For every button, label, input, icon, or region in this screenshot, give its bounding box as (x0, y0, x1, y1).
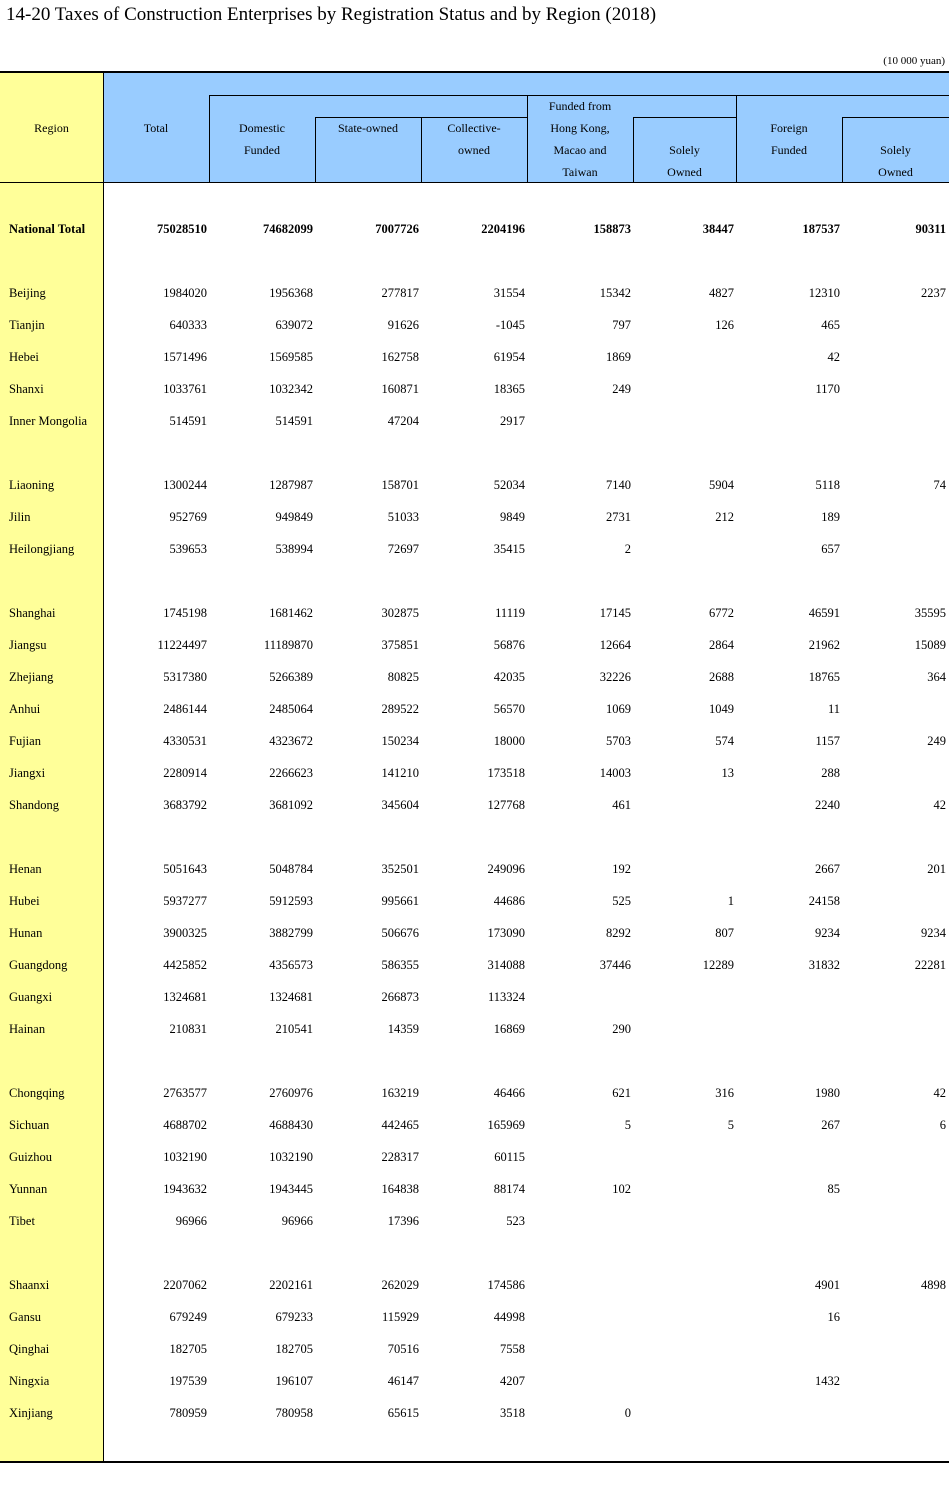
table-cell: 44686 (493, 894, 525, 908)
table-cell: 46147 (387, 1374, 419, 1388)
table-cell: 74682099 (263, 222, 313, 236)
table-cell: 0 (624, 1406, 631, 1420)
header-collective: Collective- owned (447, 121, 501, 157)
table-cell: 65615 (387, 1406, 419, 1420)
table-cell: 780958 (275, 1406, 313, 1420)
region-name: Shaanxi (9, 1278, 50, 1292)
table-cell: 2207062 (163, 1278, 207, 1292)
table-cell: 4898 (921, 1278, 946, 1292)
table-cell: 316 (715, 1086, 734, 1100)
table-cell: 1170 (815, 382, 840, 396)
region-name: Jiangsu (9, 638, 47, 652)
table-cell: 1069 (606, 702, 631, 716)
table-cell: 2864 (709, 638, 734, 652)
table-cell: 364 (927, 670, 946, 684)
header-foreign-solely-owned: Solely Owned (878, 143, 913, 179)
table-cell: 1432 (815, 1374, 840, 1388)
table-cell: 42 (933, 798, 946, 812)
unit-label: (10 000 yuan) (883, 55, 945, 67)
table-cell: 4827 (709, 286, 734, 300)
table-cell: 11 (827, 702, 840, 716)
table-cell: 182705 (275, 1342, 313, 1356)
table-row (0, 286, 949, 306)
table-cell: 141210 (381, 766, 419, 780)
region-name: National Total (9, 222, 86, 236)
table-cell: 5266389 (269, 670, 313, 684)
table-cell: 174586 (487, 1278, 525, 1292)
region-name: Gansu (9, 1310, 41, 1324)
table-cell: 5048784 (269, 862, 313, 876)
table-row (0, 1374, 949, 1394)
table-cell: 4688430 (269, 1118, 313, 1132)
table-cell: 2240 (815, 798, 840, 812)
table-cell: 277817 (381, 286, 419, 300)
region-name: Jilin (9, 510, 31, 524)
table-cell: 289522 (381, 702, 419, 716)
table-cell: 15089 (914, 638, 946, 652)
table-cell: 35415 (493, 542, 525, 556)
table-cell: 5051643 (163, 862, 207, 876)
table-cell: 56570 (493, 702, 525, 716)
table-cell: 2760976 (269, 1086, 313, 1100)
table-cell: 88174 (493, 1182, 525, 1196)
region-name: Chongqing (9, 1086, 65, 1100)
table-cell: 164838 (381, 1182, 419, 1196)
table-cell: 780959 (169, 1406, 207, 1420)
table-row (0, 670, 949, 690)
table-cell: 85 (827, 1182, 840, 1196)
table-cell: 12664 (599, 638, 631, 652)
table-row (0, 382, 949, 402)
header-bottom-rule (0, 182, 949, 183)
table-row (0, 862, 949, 882)
table-cell: 115929 (381, 1310, 419, 1324)
table-cell: 1943632 (163, 1182, 207, 1196)
table-cell: 5 (624, 1118, 631, 1132)
table-row (0, 542, 949, 562)
table-cell: 1943445 (269, 1182, 313, 1196)
table-row (0, 1118, 949, 1138)
table-cell: 514591 (275, 414, 313, 428)
table-cell: 150234 (381, 734, 419, 748)
table-cell: 1569585 (269, 350, 313, 364)
table-row (0, 1022, 949, 1042)
table-cell: 31832 (808, 958, 840, 972)
table-cell: 586355 (381, 958, 419, 972)
table-cell: 1980 (815, 1086, 840, 1100)
table-cell: 11189870 (263, 638, 313, 652)
table-cell: 13 (721, 766, 734, 780)
region-name: Ningxia (9, 1374, 50, 1388)
table-cell: 158873 (593, 222, 631, 236)
region-name: Henan (9, 862, 42, 876)
table-cell: 9849 (500, 510, 525, 524)
table-cell: 212 (715, 510, 734, 524)
table-cell: 46466 (493, 1086, 525, 1100)
table-cell: 12310 (808, 286, 840, 300)
region-name: Guangxi (9, 990, 53, 1004)
table-cell: 47204 (387, 414, 419, 428)
region-name: Qinghai (9, 1342, 50, 1356)
table-cell: 163219 (381, 1086, 419, 1100)
region-name: Fujian (9, 734, 41, 748)
table-cell: 24158 (808, 894, 840, 908)
table-cell: 621 (612, 1086, 631, 1100)
table-cell: 2763577 (163, 1086, 207, 1100)
table-cell: 1324681 (163, 990, 207, 1004)
table-cell: 18000 (493, 734, 525, 748)
header-state-owned: State-owned (338, 121, 398, 135)
table-cell: 640333 (169, 318, 207, 332)
table-cell: 807 (715, 926, 734, 940)
table-row (0, 510, 949, 530)
table-cell: 90311 (915, 222, 946, 236)
table-cell: 290 (612, 1022, 631, 1036)
table-cell: 797 (612, 318, 631, 332)
table-cell: 538994 (275, 542, 313, 556)
table-cell: 2237 (921, 286, 946, 300)
table-cell: 18365 (493, 382, 525, 396)
table-cell: 995661 (381, 894, 419, 908)
table-cell: 574 (715, 734, 734, 748)
region-name: Hunan (9, 926, 43, 940)
table-cell: 1032342 (269, 382, 313, 396)
region-name: Sichuan (9, 1118, 50, 1132)
table-cell: 949849 (275, 510, 313, 524)
table-cell: 12289 (702, 958, 734, 972)
table-cell: 2202161 (269, 1278, 313, 1292)
region-name: Heilongjiang (9, 542, 75, 556)
table-cell: 5937277 (163, 894, 207, 908)
table-cell: 1984020 (163, 286, 207, 300)
table-cell: 506676 (381, 926, 419, 940)
table-cell: 539653 (169, 542, 207, 556)
header-foreign: Foreign Funded (770, 121, 808, 157)
table-cell: 72697 (387, 542, 419, 556)
table-cell: 1032190 (269, 1150, 313, 1164)
table-cell: 2485064 (269, 702, 313, 716)
table-row (0, 702, 949, 722)
table-cell: 1033761 (163, 382, 207, 396)
table-cell: 1049 (709, 702, 734, 716)
table-cell: 3683792 (163, 798, 207, 812)
table-cell: 2204196 (481, 222, 525, 236)
table-cell: 61954 (493, 350, 525, 364)
table-cell: 51033 (387, 510, 419, 524)
table-cell: 31554 (493, 286, 525, 300)
table-row (0, 638, 949, 658)
table-cell: 14359 (387, 1022, 419, 1036)
table-cell: 266873 (381, 990, 419, 1004)
table-cell: 1956368 (269, 286, 313, 300)
table-cell: 3900325 (163, 926, 207, 940)
region-name: Liaoning (9, 478, 55, 492)
table-row (0, 1342, 949, 1362)
table-cell: 267 (821, 1118, 840, 1132)
table-cell: 1681462 (269, 606, 313, 620)
table-cell: 2486144 (163, 702, 207, 716)
table-row (0, 478, 949, 498)
table-cell: 160871 (381, 382, 419, 396)
table-cell: 5703 (606, 734, 631, 748)
table-cell: 173518 (487, 766, 525, 780)
table-cell: 74 (933, 478, 946, 492)
table-cell: 162758 (381, 350, 419, 364)
table-cell: 2 (624, 542, 631, 556)
table-cell: 4425852 (163, 958, 207, 972)
table-row (0, 1182, 949, 1202)
table-cell: 4356573 (269, 958, 313, 972)
region-name: Zhejiang (9, 670, 54, 684)
region-name: Tianjin (9, 318, 45, 332)
table-cell: 91626 (387, 318, 419, 332)
table-row (0, 894, 949, 914)
region-name: Tibet (9, 1214, 35, 1228)
table-cell: 1571496 (163, 350, 207, 364)
table-cell: 1869 (606, 350, 631, 364)
table-cell: 7558 (500, 1342, 525, 1356)
header-region: Region (34, 121, 69, 135)
table-cell: 192 (612, 862, 631, 876)
table-top-rule (0, 71, 949, 73)
table-cell: 210831 (169, 1022, 207, 1036)
table-cell: 2280914 (163, 766, 207, 780)
table-cell: 113324 (487, 990, 525, 1004)
table-cell: 4323672 (269, 734, 313, 748)
table-cell: 96966 (281, 1214, 313, 1228)
table-cell: 249 (612, 382, 631, 396)
table-cell: 8292 (606, 926, 631, 940)
table-cell: 14003 (599, 766, 631, 780)
table-cell: 173090 (487, 926, 525, 940)
region-name: Shanghai (9, 606, 56, 620)
table-cell: 197539 (169, 1374, 207, 1388)
region-name: Hubei (9, 894, 40, 908)
table-cell: 126 (715, 318, 734, 332)
table-cell: 17396 (387, 1214, 419, 1228)
table-cell: 302875 (381, 606, 419, 620)
table-cell: 262029 (381, 1278, 419, 1292)
table-cell: 3518 (500, 1406, 525, 1420)
region-name: Inner Mongolia (9, 414, 88, 428)
table-cell: 249 (927, 734, 946, 748)
header-total: Total (143, 121, 169, 135)
region-name: Shanxi (9, 382, 44, 396)
table-cell: 2667 (815, 862, 840, 876)
table-cell: 6772 (709, 606, 734, 620)
table-cell: 38447 (702, 222, 734, 236)
table-cell: 1745198 (163, 606, 207, 620)
table-row (0, 734, 949, 754)
table-cell: 1300244 (163, 478, 207, 492)
table-row (0, 1406, 949, 1426)
page-title: 14-20 Taxes of Construction Enterprises by Registration Status and by Region (2018) (6, 4, 657, 25)
table-cell: 6 (939, 1118, 946, 1132)
table-cell: 523 (506, 1214, 525, 1228)
table-cell: 32226 (599, 670, 631, 684)
table-cell: 1157 (815, 734, 840, 748)
table-cell: 4207 (500, 1374, 525, 1388)
table-cell: 5912593 (269, 894, 313, 908)
table-cell: 525 (612, 894, 631, 908)
table-cell: 639072 (275, 318, 313, 332)
table-row (0, 926, 949, 946)
table-cell: 4688702 (163, 1118, 207, 1132)
table-cell: 37446 (599, 958, 631, 972)
table-cell: 70516 (387, 1342, 419, 1356)
table-cell: 44998 (493, 1310, 525, 1324)
header-hmt: Funded from Hong Kong, Macao and Taiwan (548, 99, 612, 179)
table-cell: 21962 (808, 638, 840, 652)
header-domestic: Domestic Funded (239, 121, 285, 157)
table-cell: 514591 (169, 414, 207, 428)
table-cell: 9234 (815, 926, 840, 940)
table-cell: 22281 (914, 958, 946, 972)
table-cell: 96966 (175, 1214, 207, 1228)
table-cell: 3681092 (269, 798, 313, 812)
region-name: Anhui (9, 702, 41, 716)
table-row (0, 1310, 949, 1330)
table-row (0, 1278, 949, 1298)
header-subrule (842, 117, 949, 118)
table-row (0, 414, 949, 434)
table-cell: 15342 (599, 286, 631, 300)
header-subrule (633, 117, 736, 118)
region-name: Jiangxi (9, 766, 46, 780)
table-cell: 2688 (709, 670, 734, 684)
table-row (0, 1150, 949, 1170)
region-name: Xinjiang (9, 1406, 53, 1420)
region-name: Guangdong (9, 958, 68, 972)
table-cell: 201 (927, 862, 946, 876)
table-cell: 2266623 (269, 766, 313, 780)
table-cell: 17145 (599, 606, 631, 620)
table-cell: 9234 (921, 926, 946, 940)
table-row (0, 766, 949, 786)
table-cell: -1045 (495, 318, 525, 332)
table-cell: 5 (727, 1118, 734, 1132)
table-row (0, 350, 949, 370)
table-cell: 4330531 (163, 734, 207, 748)
table-row (0, 1086, 949, 1106)
table-cell: 158701 (381, 478, 419, 492)
table-cell: 52034 (493, 478, 525, 492)
table-row (0, 990, 949, 1010)
table-cell: 679233 (275, 1310, 313, 1324)
table-cell: 35595 (914, 606, 946, 620)
table-cell: 345604 (381, 798, 419, 812)
table-cell: 1324681 (269, 990, 313, 1004)
table-cell: 189 (821, 510, 840, 524)
table-row (0, 798, 949, 818)
table-cell: 42 (933, 1086, 946, 1100)
table-cell: 352501 (381, 862, 419, 876)
region-name: Beijing (9, 286, 46, 300)
table-cell: 102 (612, 1182, 631, 1196)
region-name: Yunnan (9, 1182, 48, 1196)
table-cell: 375851 (381, 638, 419, 652)
table-cell: 182705 (169, 1342, 207, 1356)
table-cell: 2731 (606, 510, 631, 524)
table-cell: 16 (827, 1310, 840, 1324)
table-cell: 461 (612, 798, 631, 812)
table-cell: 465 (821, 318, 840, 332)
table-cell: 42 (827, 350, 840, 364)
table-cell: 5317380 (163, 670, 207, 684)
table-cell: 187537 (802, 222, 840, 236)
table-cell: 5904 (709, 478, 734, 492)
table-cell: 7007726 (375, 222, 419, 236)
table-cell: 1 (727, 894, 734, 908)
national-total-row (0, 222, 949, 242)
table-cell: 80825 (387, 670, 419, 684)
table-cell: 442465 (381, 1118, 419, 1132)
table-cell: 196107 (275, 1374, 313, 1388)
table-cell: 5118 (815, 478, 840, 492)
table-row (0, 1214, 949, 1234)
table-cell: 75028510 (157, 222, 207, 236)
table-cell: 2917 (500, 414, 525, 428)
table-cell: 11224497 (157, 638, 207, 652)
header-hmt-solely-owned: Solely Owned (667, 143, 702, 179)
table-cell: 679249 (169, 1310, 207, 1324)
region-name: Shandong (9, 798, 59, 812)
table-row (0, 606, 949, 626)
table-cell: 210541 (275, 1022, 313, 1036)
table-cell: 3882799 (269, 926, 313, 940)
table-cell: 314088 (487, 958, 525, 972)
table-cell: 11119 (495, 606, 525, 620)
table-cell: 60115 (494, 1150, 525, 1164)
table-cell: 228317 (381, 1150, 419, 1164)
table-cell: 4901 (815, 1278, 840, 1292)
table-cell: 46591 (808, 606, 840, 620)
table-cell: 18765 (808, 670, 840, 684)
table-cell: 165969 (487, 1118, 525, 1132)
table-bottom-rule (0, 1461, 949, 1463)
region-name: Hainan (9, 1022, 46, 1036)
table-cell: 288 (821, 766, 840, 780)
table-cell: 56876 (493, 638, 525, 652)
region-name: Guizhou (9, 1150, 53, 1164)
table-cell: 249096 (487, 862, 525, 876)
table-cell: 657 (821, 542, 840, 556)
region-name: Hebei (9, 350, 39, 364)
table-row (0, 318, 949, 338)
table-cell: 7140 (606, 478, 631, 492)
table-row (0, 958, 949, 978)
table-cell: 42035 (493, 670, 525, 684)
table-cell: 16869 (493, 1022, 525, 1036)
table-cell: 127768 (487, 798, 525, 812)
table-cell: 1287987 (269, 478, 313, 492)
table-cell: 1032190 (163, 1150, 207, 1164)
table-cell: 952769 (169, 510, 207, 524)
